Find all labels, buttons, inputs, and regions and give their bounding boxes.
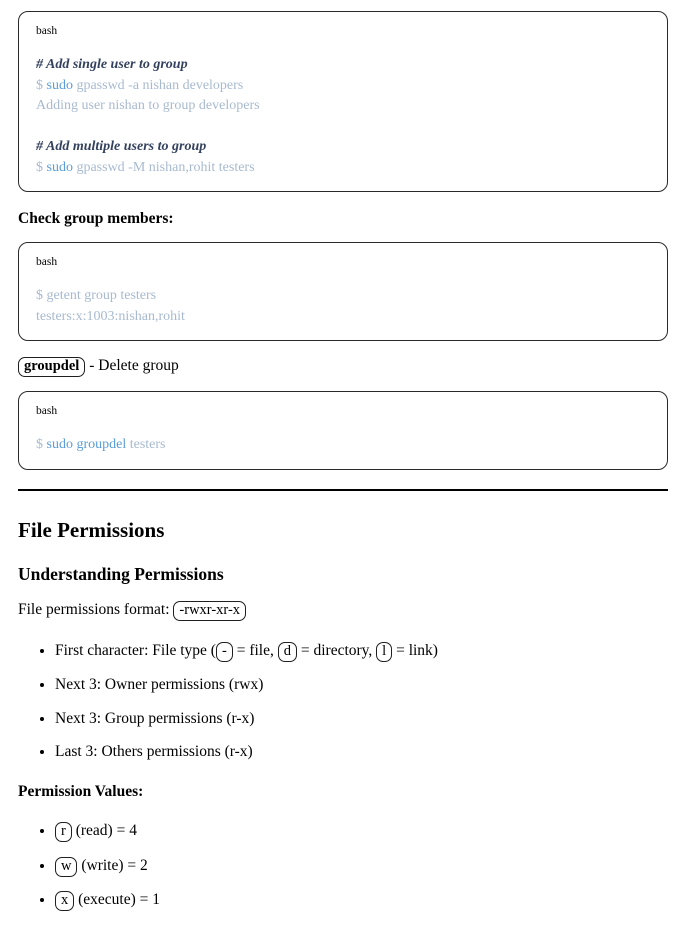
code-command-line [36,435,650,456]
code-command-line [36,76,650,97]
code-output-line: Adding user nishan to group developers [36,98,260,113]
format-label: File permissions format: [18,600,174,618]
list-item [55,820,668,842]
understanding-permissions-subtitle: Understanding Permissions [18,563,224,584]
list-item [55,889,668,911]
prompt-symbol: $ [36,159,47,175]
item-text: (write) = 2 [77,856,148,874]
check-group-members-heading: Check group members: [18,210,174,227]
command-arguments: testers [126,437,166,452]
prompt-symbol: $ [36,437,47,452]
list-item: • Last 3: Others permissions (r-x) [55,741,668,762]
code-command-line [36,158,650,179]
permission-values-heading: Permission Values: [18,783,144,800]
command-arguments: gpasswd -a nishan developers [72,77,244,93]
section-divider [18,489,668,491]
code-comment-line: # Add multiple users to group [36,139,207,154]
permissions-structure-list [18,640,668,763]
write-inline-code: w [55,857,77,877]
item-text: (execute) = 1 [74,891,161,908]
code-lines [36,286,650,327]
code-block-getent [18,242,668,341]
read-inline-code: r [55,822,72,842]
list-item: • Next 3: Owner permissions (rwx) [55,674,668,695]
command-arguments: gpasswd -M nishan,rohit testers [72,159,255,175]
execute-inline-code: x [55,891,74,911]
code-output-line: testers:x:1003:nishan,rohit [36,308,185,324]
code-language-label: bash [36,256,58,268]
permissions-format-line [18,601,668,621]
item-text: = directory, [296,641,377,659]
link-type-inline-code: l [376,642,392,662]
file-permissions-title: File Permissions [18,517,165,542]
blank-line [36,117,650,138]
command-keyword: sudo groupdel [46,437,127,452]
list-item [55,640,668,662]
code-comment-line: # Add single user to group [36,57,188,72]
file-type-inline-code: - [216,642,233,662]
item-text: = link) [392,641,438,659]
command-keyword: sudo [46,159,73,175]
command-keyword: sudo [46,77,73,93]
groupdel-description-text: - Delete group [85,357,179,374]
groupdel-inline-code: groupdel [18,357,85,377]
code-lines [36,55,650,178]
code-block-groupdel [18,391,668,470]
format-inline-code: -rwxr-xr-x [173,601,246,621]
code-lines [36,435,650,456]
list-item: • Next 3: Group permissions (r-x) [55,708,668,729]
item-text: = file, [232,641,278,659]
groupdel-description [18,357,668,377]
code-command-line: $ getent group testers [36,288,157,303]
item-text: First character: File type ( [55,641,216,659]
code-language-label: bash [36,25,58,37]
prompt-symbol: $ [36,77,47,93]
code-block-add-users [18,11,668,192]
item-text: (read) = 4 [71,822,137,839]
code-language-label: bash [36,405,58,417]
directory-type-inline-code: d [278,642,297,662]
